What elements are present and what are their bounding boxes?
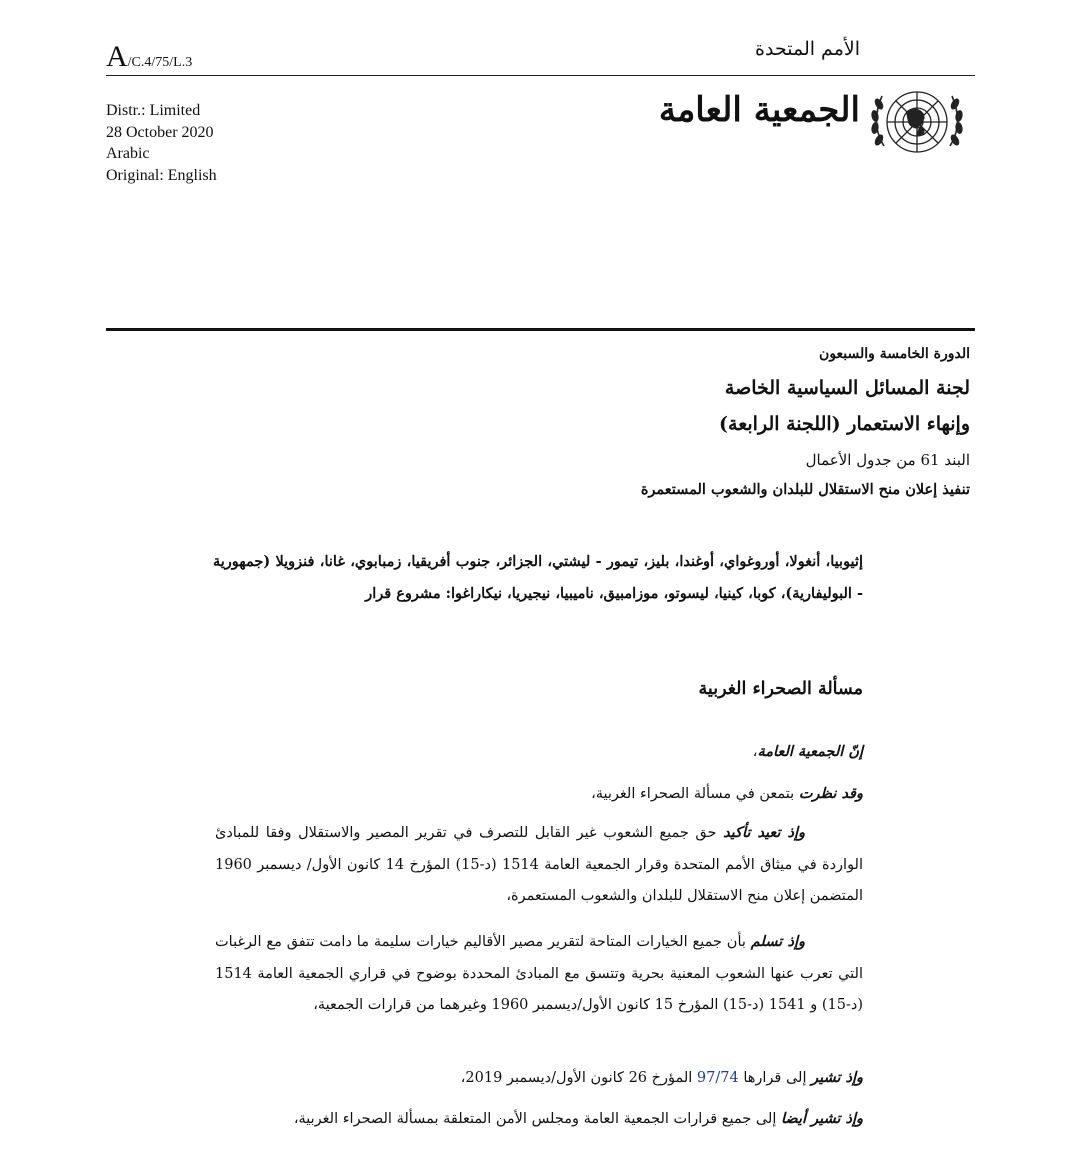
preamble-paragraph [215,736,863,769]
document-symbol [106,42,192,78]
un-emblem-icon [862,82,972,166]
symbol-letter: A [106,40,128,73]
preamble-paragraph [215,1103,863,1136]
sponsors-list: إثيوبيا، أنغولا، أوروغواي، أوغندا، بليز، تيمور - ليشتي، الجزائر، جنوب أفريقيا، زمبابوي، غانا، فنزويلا (جمهورية - البوليفارية)، كوبا، كينيا، ليسوتو، موزامبيق، ناميبيا، نيجيريا، نيكاراغوا: مشروع قرار [213,553,863,602]
language-line: Arabic [106,145,150,162]
date-line: 28 October 2020 [106,123,214,141]
agenda-topic: تنفيذ إعلان منح الاستقلال للبلدان والشعوب المستعمرة [640,481,970,498]
paragraph-text: بتمعن في مسألة الصحراء الغربية، [591,786,799,802]
session-label: الدورة الخامسة والسبعون [819,346,970,362]
original-language-line: Original: English [106,166,217,184]
preamble-paragraph [215,1062,863,1095]
distribution-line: Distr.: Limited [106,102,201,119]
paragraph-lead: وإذ تشير أيضا [781,1110,863,1127]
committee-title-line2: وإنهاء الاستعمار (اللجنة الرابعة) [719,413,970,435]
header-thick-divider [106,328,975,331]
resolution-link[interactable]: 97/74 [696,1070,739,1086]
paragraph-text: حق جميع الشعوب غير القابل للتصرف في تقرير المصير والاستقلال وفقا للمبادئ الواردة في ميثاق الأمم المتحدة وقرار الجمعية العامة 1514 (د-15) المؤرخ 14 كانون الأول/ ديسمبر 1960 المتضمن إعلان منح الاستقلال للبلدان والشعوب المستعمرة، [215,825,864,904]
paragraph-text: إلى قرارها [738,1070,812,1086]
paragraph-text: بأن جميع الخيارات المتاحة لتقرير مصير الأقاليم خيارات سليمة ما دامت تتفق مع الرغبات التي تعرب عنها الشعوب المعنية بحرية وتتسق مع المبادئ المحددة بوضوح في قراري الجمعية العامة 1514 (د-15) و 1541 (د-15) المؤرخ 15 كانون الأول/ديسمبر 1960 وغيرهما من قرارات الجمعية، [215,934,863,1013]
preamble-paragraph [215,778,863,811]
distribution-block [106,100,217,186]
paragraph-lead: إنّ الجمعية العامة [757,743,863,760]
paragraph-lead: وقد نظرت [798,785,863,802]
symbol-number: /C.4/75/L.3 [127,55,193,70]
preamble-paragraph [215,926,863,1022]
paragraph-lead: وإذ تسلم [750,933,805,950]
paragraph-text: المؤرخ 26 كانون الأول/ديسمبر 2019، [460,1070,697,1086]
committee-title-line1: لجنة المسائل السياسية الخاصة [724,377,970,399]
agenda-item: البند 61 من جدول الأعمال [805,451,970,469]
united-nations-label: الأمم المتحدة [755,38,860,60]
general-assembly-title: الجمعية العامة [658,90,860,130]
paragraph-text: ، [752,744,758,760]
preamble-paragraph [215,817,863,913]
paragraph-lead: وإذ تعيد تأكيد [723,824,805,841]
paragraph-text: إلى جميع قرارات الجمعية العامة ومجلس الأمن المتعلقة بمسألة الصحراء الغربية، [293,1111,781,1127]
header-divider [106,75,975,76]
paragraph-lead: وإذ تشير [811,1069,863,1086]
question-title: مسألة الصحراء الغربية [698,679,863,699]
